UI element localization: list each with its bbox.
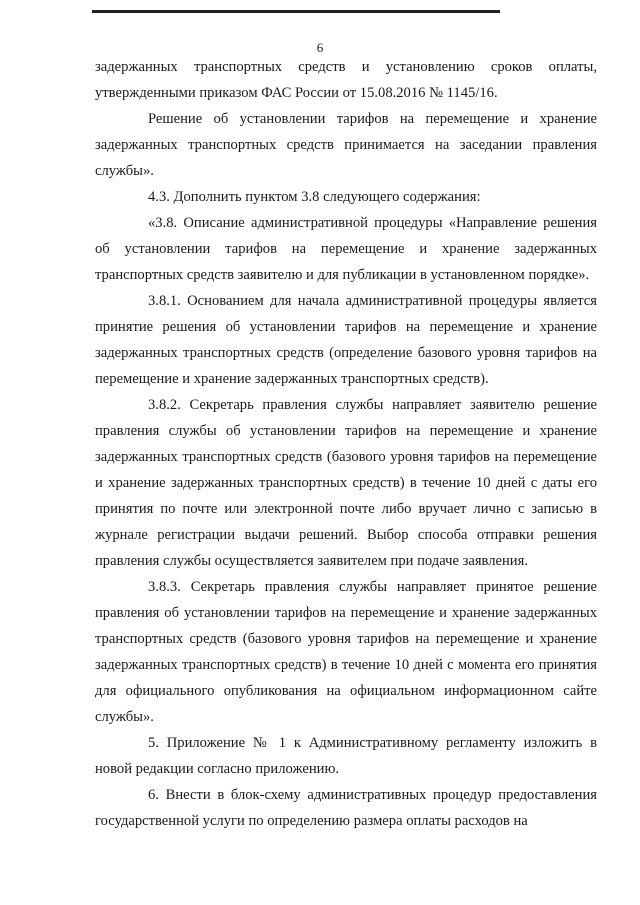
paragraph-2: Решение об установлении тарифов на перемещение и хранение задержанных транспортных средств принимается на заседании правления службы». (95, 111, 597, 179)
paragraph-1: задержанных транспортных средств и установлению сроков оплаты, утвержденными приказом ФАС России от 15.08.2016 № 1145/16. (95, 59, 597, 101)
paragraph-4: «3.8. Описание административной процедуры «Направление решения об установлении тарифов на перемещение и хранение задержанных транспортных средств заявителю и для публикации в установленном порядке». (95, 215, 597, 283)
paragraph-3: 4.3. Дополнить пунктом 3.8 следующего содержания: (148, 189, 481, 205)
paragraph-6: 3.8.2. Секретарь правления службы направляет заявителю решение правления службы об установлении тарифов на перемещение и хранение задержанных транспортных средств (базового уровня тарифов на перемещение и хранение задержанных транспортных средств) в течение 10 дней с даты его принятия по почте или электронной почте либо вручает лично с записью в журнале регистрации выдачи решений. Выбор способа отправки решения правления службы осуществляется заявителем при подаче заявления. (95, 397, 597, 569)
paragraph-9: 6. Внести в блок-схему административных процедур предоставления государственной услуги по определению размера оплаты расходов на (95, 787, 597, 829)
paragraph-5: 3.8.1. Основанием для начала административной процедуры является принятие решения об установлении тарифов на перемещение и хранение задержанных транспортных средств (определение базового уровня тарифов на перемещение и хранение задержанных транспортных средств). (95, 293, 597, 387)
top-rule (92, 10, 500, 13)
paragraph-8: 5. Приложение № 1 к Административному регламенту изложить в новой редакции согласно приложению. (95, 735, 597, 777)
document-body (95, 54, 597, 834)
page-number: 6 (316, 40, 324, 55)
paragraph-7: 3.8.3. Секретарь правления службы направляет принятое решение правления об установлении тарифов на перемещение и хранение задержанных транспортных средств (базового уровня тарифов на перемещение и хранение задержанных транспортных средств) в течение 10 дней с момента его принятия для официального опубликования на официальном информационном сайте службы». (95, 579, 597, 725)
